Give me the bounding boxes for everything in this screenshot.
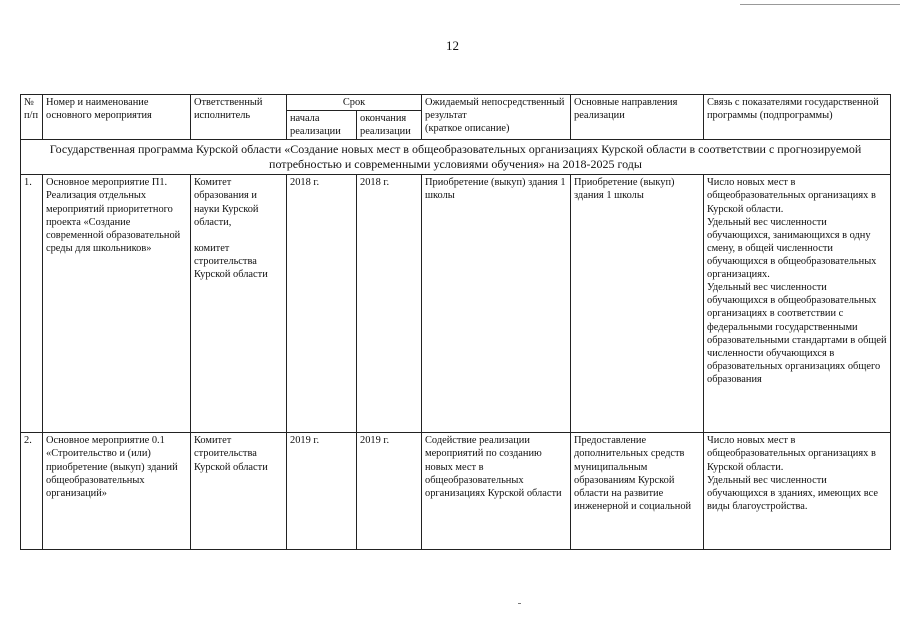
- header-term: Срок: [287, 95, 422, 111]
- header-name: Номер и наименование основного мероприятия: [43, 95, 191, 140]
- row-directions: Предоставление дополнительных средств муниципальным образованиям Курской области на развитие инженерной и социальной: [571, 433, 704, 550]
- row-directions: Приобретение (выкуп) здания 1 школы: [571, 175, 704, 433]
- row-executor: Комитет образования и науки Курской области, комитет строительства Курской области: [191, 175, 287, 433]
- header-num: № п/п: [21, 95, 43, 140]
- row-name: Основное мероприятие П1. Реализация отдельных мероприятий приоритетного проекта «Создание современной образовательной среды для школьников»: [43, 175, 191, 433]
- header-term-end: окончания реализации: [357, 111, 422, 140]
- row-name: Основное мероприятие 0.1 «Строительство и (или) приобретение (выкуп) зданий общеобразовательных организаций»: [43, 433, 191, 550]
- table-row: [21, 433, 891, 550]
- top-edge-line: [740, 4, 900, 5]
- row-result: Содействие реализации мероприятий по созданию новых мест в общеобразовательных организациях Курской области: [422, 433, 571, 550]
- row-link: Число новых мест в общеобразовательных организациях в Курской области. Удельный вес численности обучающихся, занимающихся в одну смену, в общей численности обучающихся в общеобразовательных организациях. Удельный вес численности обучающихся в общеобразовательных организациях в соответствии с федеральными государственными образовательными стандартами в общей численности обучающихся в образовательных организациях общего образования: [704, 175, 891, 433]
- row-num: 1.: [21, 175, 43, 433]
- row-num: 2.: [21, 433, 43, 550]
- row-end: 2019 г.: [357, 433, 422, 550]
- scan-speck: [518, 603, 521, 604]
- header-executor: Ответственный исполнитель: [191, 95, 287, 140]
- program-title: Государственная программа Курской области «Создание новых мест в общеобразовательных организациях Курской области в соответствии с прогнозируемой потребностью и современными условиями обучения» на 2018-2025 годы: [21, 140, 891, 175]
- header-directions: Основные направления реализации: [571, 95, 704, 140]
- row-end: 2018 г.: [357, 175, 422, 433]
- header-row: [21, 95, 891, 111]
- row-start: 2019 г.: [287, 433, 357, 550]
- page-number: 12: [446, 38, 459, 53]
- row-link: Число новых мест в общеобразовательных организациях в Курской области. Удельный вес численности обучающихся в зданиях, имеющих все виды благоустройства.: [704, 433, 891, 550]
- row-start: 2018 г.: [287, 175, 357, 433]
- row-result: Приобретение (выкуп) здания 1 школы: [422, 175, 571, 433]
- row-executor: Комитет строительства Курской области: [191, 433, 287, 550]
- program-row: [21, 140, 891, 175]
- header-link: Связь с показателями государственной программы (подпрограммы): [704, 95, 891, 140]
- header-result: Ожидаемый непосредственный результат (краткое описание): [422, 95, 571, 140]
- table-row: [21, 175, 891, 433]
- header-term-start: начала реализации: [287, 111, 357, 140]
- measures-table: [20, 94, 891, 550]
